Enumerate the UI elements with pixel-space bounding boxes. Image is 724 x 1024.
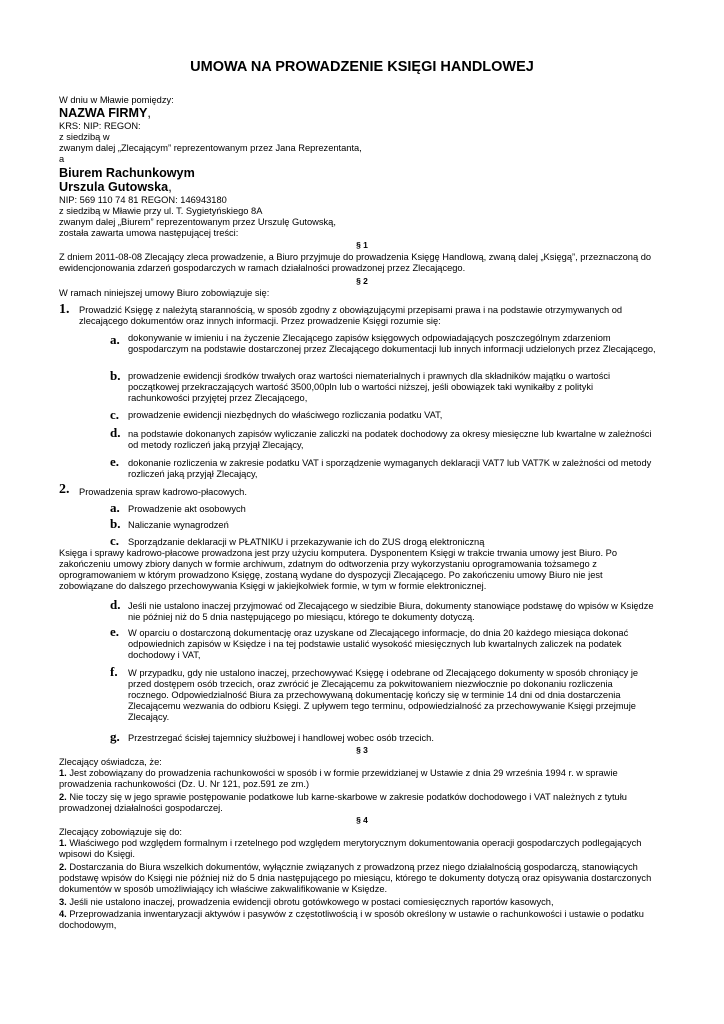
bureau-person: Urszula Gutowska: [59, 180, 169, 194]
item-d-text: Jeśli nie ustalono inaczej przyjmować od Zlecającego w siedzibie Biura, dokumenty stanowiące podstawę do wpisów w Księdze nie później niż do 5 dnia następującego po miesiącu, którego te dokumenty dotyczą.: [128, 601, 654, 622]
s4-item-3: [59, 897, 654, 908]
bureau-person-line: [59, 180, 172, 194]
s4-item-2-text: Dostarczania do Biura wszelkich dokumentów, wyłącznie związanych z prowadzoną przez niego działalnością gospodarczą, stanowiących podstawę wpisów do Księgi nie później niż do 5 dnia następującego po miesiącu, którego te dokumenty dotyczą oraz opisywania dostarczonych dokumentów w sposób umożliwiający ich właściwe zakwalifikowanie w Księdze.: [59, 862, 652, 894]
section-2-heading: § 2: [356, 276, 368, 286]
item-1e-letter: e.: [110, 454, 120, 469]
s3-item-1-text: Jest zobowiązany do prowadzenia rachunkowości w sposób i w formie przewidzianej w Ustawie z dnia 29 września 1994 r. w sprawie prowadzenia rachunkowości (Dz. U. Nr 121, poz.591 ze zm.): [59, 768, 618, 789]
section-1-heading: § 1: [356, 240, 368, 250]
s4-item-2: [59, 862, 654, 895]
section-3-heading: § 3: [356, 745, 368, 755]
item-1a-text: dokonywanie w imieniu i na życzenie Zlecającego zapisów księgowych odpowiadających poszczególnym zdarzeniom gospodarczym na podstawie dostarczonej przez Zlecającego dokumentacji lub innych informacji udzielonych przez Zlecającego,: [128, 333, 656, 354]
item-1b-letter: b.: [110, 368, 121, 383]
section-4-heading: § 4: [356, 815, 368, 825]
bureau-seat: z siedzibą w Mławie przy ul. T. Sygietyńskiego 8A: [59, 206, 263, 216]
item-e-letter: e.: [110, 624, 120, 639]
s4-item-1-text: Właściwego pod względem formalnym i rzetelnego pod względem merytorycznym dokumentowania operacji gospodarczych podlegających wpisowi do Księgi.: [59, 838, 642, 859]
item-2c-letter: c.: [110, 533, 120, 548]
item-d-letter: d.: [110, 597, 121, 612]
document-title: UMOWA NA PROWADZENIE KSIĘGI HANDLOWEJ: [190, 59, 534, 75]
item-1c-text: prowadzenie ewidencji niezbędnych do właściwego rozliczania podatku VAT,: [128, 410, 443, 420]
section-1-text: Z dniem 2011-08-08 Zlecający zleca prowadzenie, a Biuro przyjmuje do prowadzenia Księgę Handlową, zwaną dalej „Księgą”, przeznaczoną do ewidencjonowania zdarzeń gospodarczych w ramach działalności prowadzonej przez Zlecającego.: [59, 252, 652, 273]
item-2a-text: Prowadzenie akt osobowych: [128, 504, 246, 514]
hr-paragraph: Księga i sprawy kadrowo-płacowe prowadzona jest przy użyciu komputera. Dysponentem Księgi w trakcie trwania umowy jest Biuro. Po zakończeniu umowy zbiory danych w formie archiwum, zdatnym do odtworzenia przy wykorzystaniu oprogramowania tożsamego z oprogramowaniem w którym prowadzono Księgę, zostaną wydane do dyspozycji Zlecającego. Po zakończeniu umowy Biuro nie jest zobowiązane do dalszego przechowywania Księgi w jakiejkolwiek formie, w tym w formie elektronicznej.: [59, 548, 618, 591]
item-e-text: W oparciu o dostarczoną dokumentację oraz uzyskane od Zlecającego informacje, do dnia 20 każdego miesiąca dokonać odpowiednich zapisów w Księdze i na tej podstawie ustalić wysokość miesięcznych lub kwartalnych zaliczek na podatek dochodowy i VAT,: [128, 628, 629, 660]
s4-item-3-num: 3.: [59, 897, 67, 907]
item-g-letter: g.: [110, 729, 120, 744]
item-f-text: W przypadku, gdy nie ustalono inaczej, przechowywać Księgę i odebrane od Zlecającego dokumenty w sposób chroniący je przed dostępem osób trzecich, oraz zwrócić je Zlecającemu za pokwitowaniem niezwłocznie po dokonaniu rozliczenia rocznego. Odpowiedzialność Biura za przechowywaną dokumentację kończy się w terminie 14 dni od dnia dostarczenia Zlecającemu wezwania do odbioru Księgi. Z upływem tego terminu, odpowiedzialność za przechowywanie Księgi przejmuje Zlecający.: [128, 668, 639, 722]
s4-item-3-text: Jeśli nie ustalono inaczej, prowadzenia ewidencji obrotu gotówkowego w postaci comiesięcznych raportów kasowych,: [66, 897, 554, 907]
s3-item-1-num: 1.: [59, 768, 67, 778]
item-1a-letter: a.: [110, 332, 120, 347]
s3-item-2: [59, 792, 654, 814]
section-2-lead: W ramach niniejszej umowy Biuro zobowiązuje się:: [59, 288, 270, 298]
s3-item-2-num: 2.: [59, 792, 67, 802]
item-1e-text: dokonanie rozliczenia w zakresie podatku VAT i sporządzenie wymaganych deklaracji VAT7 lub VAT7K w zależności od metody rozliczeń jaką przyjął Zlecający,: [128, 458, 652, 479]
item-1-number: 1.: [59, 302, 70, 317]
item-g-text: Przestrzegać ścisłej tajemnicy służbowej i handlowej wobec osób trzecich.: [128, 733, 434, 743]
item-1c-letter: c.: [110, 407, 120, 422]
s3-item-2-text: Nie toczy się w jego sprawie postępowanie podatkowe lub karne-skarbowe w zakresie podatków dochodowego i VAT należnych z tytułu prowadzonej działalności gospodarczej.: [59, 792, 627, 813]
section-4-lead: Zlecający zobowiązuje się do:: [59, 827, 182, 837]
item-1d-letter: d.: [110, 425, 121, 440]
concluded-line: została zawarta umowa następującej treści:: [59, 228, 239, 238]
client-ids: KRS: NIP: REGON:: [59, 121, 141, 131]
client-name-suffix: ,: [147, 106, 151, 120]
item-1-text: Prowadzić Księgę z należytą starannością, w sposób zgodny z obowiązującymi przepisami prawa i na podstawie otrzymywanych od zlecającego dokumentów oraz innych informacji. Przez prowadzenie Księgi rozumie się:: [79, 305, 623, 326]
item-2-text: Prowadzenia spraw kadrowo-płacowych.: [79, 487, 247, 497]
item-1b-text: prowadzenie ewidencji środków trwałych oraz wartości niematerialnych i prawnych dla składników majątku o wartości początkowej przekraczających wartość 3500,00pln lub o wartości niższej, jeśli obowiązek taki wynikałby z polityki rachunkowości przyjętej przez Zlecającego,: [128, 371, 611, 403]
item-2b-text: Naliczanie wynagrodzeń: [128, 520, 229, 530]
section-3-lead: Zlecający oświadcza, że:: [59, 757, 162, 767]
client-rep: zwanym dalej „Zlecającym” reprezentowanym przez Jana Reprezentanta,: [59, 143, 362, 153]
bureau-rep: zwanym dalej „Biurem” reprezentowanym przez Urszulę Gutowską,: [59, 217, 336, 227]
item-1d-text: na podstawie dokonanych zapisów wyliczanie zaliczki na podatek dochodowy za okresy miesięczne lub kwartalne w zależności od metody rozliczeń jaką przyjął Zlecający,: [128, 429, 652, 450]
client-seat: z siedzibą w: [59, 132, 110, 142]
client-name-line: [59, 106, 151, 120]
bureau-ids: NIP: 569 110 74 81 REGON: 146943180: [59, 195, 227, 205]
item-2b-letter: b.: [110, 516, 121, 531]
s4-item-4: [59, 909, 654, 931]
item-f-letter: f.: [110, 664, 118, 679]
s4-item-1-num: 1.: [59, 838, 67, 848]
s4-item-4-num: 4.: [59, 909, 67, 919]
date-line: W dniu w Mławie pomiędzy:: [59, 95, 174, 105]
client-name: NAZWA FIRMY: [59, 106, 148, 120]
s4-item-1: [59, 838, 654, 860]
item-2c-text: Sporządzanie deklaracji w PŁATNIKU i przekazywanie ich do ZUS drogą elektroniczną: [128, 537, 485, 547]
bureau-name: Biurem Rachunkowym: [59, 166, 195, 180]
bureau-person-suffix: ,: [168, 180, 172, 194]
s4-item-4-text: Przeprowadzania inwentaryzacji aktywów i pasywów z częstotliwością i w sposób określony w ustawie o rachunkowości i ustawie o podatku dochodowym,: [59, 909, 644, 930]
s4-item-2-num: 2.: [59, 862, 67, 872]
and-word: a: [59, 154, 65, 164]
item-2-number: 2.: [59, 482, 70, 497]
s3-item-1: [59, 768, 654, 790]
item-2a-letter: a.: [110, 500, 120, 515]
